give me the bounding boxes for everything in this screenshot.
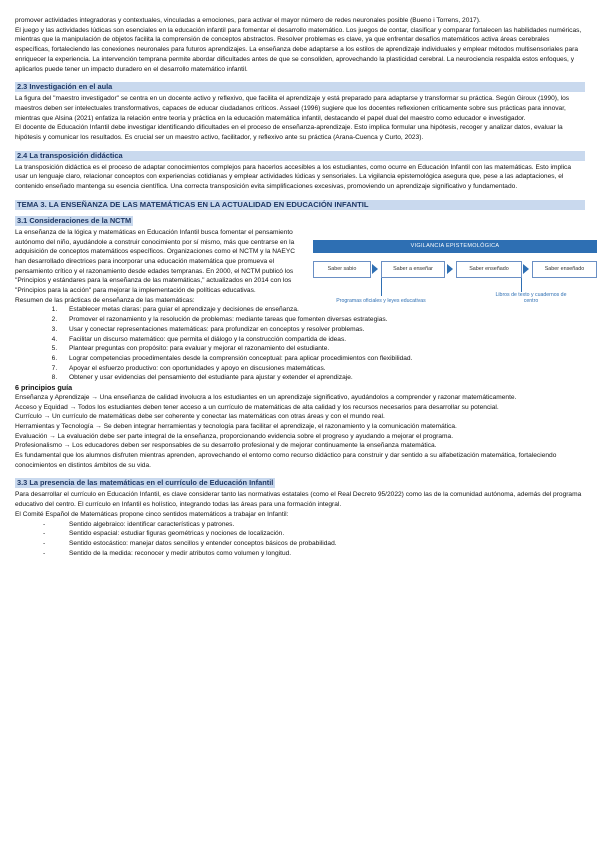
arrow-icon: [523, 264, 529, 274]
heading-3-1: 3.1 Consideraciones de la NCTM: [17, 215, 132, 225]
senses-list: [15, 520, 585, 559]
list-item: - Sentido espacial: estudiar figuras geométricas y nociones de localización.: [59, 529, 585, 539]
list-item: 6. Lograr competencias procedimentales desde la comprensión conceptual: para aplicar procedimientos con flexibilidad.: [59, 354, 585, 364]
paragraph-neuro-intro: promover actividades integradoras y contextuales, vinculadas a emociones, para activar el mayor número de redes neuronales posible (Bueno i Torrens, 2017).: [15, 17, 481, 24]
paragraph-investigate-steps: El docente de Educación Infantil debe investigar identificando dificultades en el proceso de enseñanza-aprendizaje. Esto implica formular una hipótesis, recoger y analizar datos, evaluar la hipótesis y comunicar los resultados. Es crucial ser un maestro activo, facilitador, y reflexivo ante su práctica (Arana-Cuenca y Curto, 2023).: [15, 124, 563, 142]
list-item: 5. Plantear preguntas con propósito: para evaluar y mejorar el razonamiento del estudiante.: [59, 344, 585, 354]
heading-2-4: 2.4 La transposición didáctica: [15, 151, 585, 161]
diagram-box-saber-sabio: Saber sabio: [313, 261, 371, 278]
heading-tema-3: TEMA 3. LA ENSEÑANZA DE LAS MATEMÁTICAS EN LA ACTUALIDAD EN EDUCACIÓN INFANTIL: [15, 200, 585, 210]
list-item: 3. Usar y conectar representaciones matemáticas: para profundizar en conceptos y resolver problemas.: [59, 325, 585, 335]
connector-line: [381, 278, 382, 296]
diagram-note-official: Programas oficiales y leyes educativas: [336, 297, 426, 304]
diagram-box-saber-ensenar: Saber a enseñar: [381, 261, 445, 278]
diagram-box-saber-ensenado: Saber enseñado: [456, 261, 522, 278]
connector-line: [521, 278, 522, 292]
list-item: 2. Promover el razonamiento y la resolución de problemas: mediante tareas que fomenten diversas estrategias.: [59, 315, 585, 325]
principle-item: Enseñanza y Aprendizaje → Una enseñanza de calidad involucra a los estudiantes en un aprendizaje significativo, ayudándolos a comprender y razonar matemáticamente.: [15, 393, 517, 401]
paragraph-curriculum: Para desarrollar el currículo en Educación Infantil, es clave considerar tanto las normativas estatales (como el Real Decreto 95/2022) como las de la comunidad autónoma, además del programa educativo del centro. El currículo en Infantil es holístico, integrando todas las áreas para una formación integral.: [15, 491, 582, 509]
paragraph-nctm: La enseñanza de la lógica y matemáticas en Educación Infantil busca fomentar el pensamiento autónomo del niño, ayudándole a construir conocimiento por sí mismo, más que centrarse en la adquisición de conceptos matemáticos específicos. Organizaciones como el NCTM y la NAEYC han desarrollado directrices para incorporar una educación matemática que promueva el pensamiento crítico y el razonamiento desde edades tempranas. En 2000, el NCTM publicó los "Principios y estándares para la enseñanza de las matemáticas," actualizados en 2014 con los "Principios para la acción" para mejorar la implementación de políticas educativas.: [15, 228, 295, 295]
paragraph-committee: El Comité Español de Matemáticas propone cinco sentidos matemáticos a trabajar en Infantil:: [15, 510, 289, 518]
paragraph-closing: Es fundamental que los alumnos disfruten mientras aprenden, aprovechando el entorno como recurso didáctico para construir y dar sentido a su alfabetización matemática, fortaleciendo conocimientos en distintos ámbitos de su vida.: [15, 452, 557, 469]
diagram-note-textbooks: Libros de texto y cuadernos de centro: [495, 291, 567, 305]
diagram-box-saber-ensenado-final: Saber enseñado: [532, 261, 597, 278]
list-item: - Sentido algebraico: identificar características y patrones.: [59, 520, 585, 530]
diagram-title: VIGILANCIA EPISTEMOLÓGICA: [313, 240, 597, 253]
list-item: 8. Obtener y usar evidencias del pensamiento del estudiante para ajustar y extender el aprendizaje.: [59, 373, 585, 383]
list-item: 4. Facilitar un discurso matemático: que permita el diálogo y la construcción compartida de ideas.: [59, 335, 585, 345]
paragraph-transposition: La transposición didáctica es el proceso de adaptar conocimientos complejos para hacerlos accesibles a los estudiantes, como ocurre en Educación Infantil con las matemáticas. Esto implica usar un lenguaje claro, relacionar conceptos con experiencias cotidianas y emplear actividades lúdicas y sensoriales. La vigilancia epistemológica asegura que, pese a las adaptaciones, el contenido enseñado mantenga su esencia científica. Una correcta transposición evita simplificaciones excesivas, promoviendo un aprendizaje significativo y fundamentado.: [15, 163, 571, 191]
list-item: - Sentido estocástico: manejar datos sencillos y entender conceptos básicos de probabilidad.: [59, 539, 585, 549]
principle-item: Currículo → Un currículo de matemáticas debe ser coherente y conectar las matemáticas con otras áreas y con el mundo real.: [15, 413, 385, 421]
principle-item: Herramientas y Tecnología → Se deben integrar herramientas y tecnología para facilitar el aprendizaje, el razonamiento y la comunicación matemática.: [15, 422, 457, 430]
paragraph-play: El juego y las actividades lúdicas son esenciales en la educación infantil para fomentar el desarrollo matemático. Los juegos de contar, clasificar y comparar fortalecen las habilidades numéricas, mientras que la manipulación de objetos facilita la comprensión de conceptos abstractos. Resolver problemas es clave, ya que enfrentar desafíos matemáticos activa áreas cerebrales específicas, fortaleciendo las conexiones neuronales para futuros aprendizajes. La enseñanza debe adaptarse a los estilos de aprendizaje individuales y emplear métodos multisensoriales para enriquecer la experiencia. La intervención temprana permite abordar dificultades antes de que se consoliden, aprovechando la plasticidad cerebral. La neurociencia respalda estos enfoques, y aplicarlos puede tener un impacto duradero en el desarrollo matemático infantil.: [15, 26, 582, 73]
list-item: 1. Establecer metas claras: para guiar el aprendizaje y decisiones de enseñanza.: [59, 305, 585, 315]
principle-item: Profesionalismo → Los educadores deben ser responsables de su desarrollo profesional y de mejorar continuamente la enseñanza matemática.: [15, 442, 437, 450]
practices-intro: Resumen de las prácticas de enseñanza de las matemáticas:: [15, 296, 195, 304]
list-item: 7. Apoyar el esfuerzo productivo: con oportunidades y apoyo en discusiones matemáticas.: [59, 364, 585, 374]
arrow-icon: [447, 264, 453, 274]
list-item: - Sentido de la medida: reconocer y medir atributos como volumen y longitud.: [59, 549, 585, 559]
heading-3-3: 3.3 La presencia de las matemáticas en el currículo de Educación Infantil: [17, 478, 274, 488]
paragraph-investigator: La figura del "maestro investigador" se centra en un docente activo y reflexivo, que facilita el aprendizaje y está preparado para adaptarse y transformar su práctica. Según Giroux (1990), los maestros deben ser intelectuales transformativos, capaces de educar ciudadanos críticos. Assael (1996) sugiere que los docentes reflexionen críticamente sobre sus prácticas para innovar, mientras que Alsina (2021) enfatiza la relación entre teoría y práctica en la educación matemática infantil, destacando el papel dual del maestro como educador e investigador.: [15, 95, 570, 122]
heading-2-3: 2.3 Investigación en el aula: [15, 82, 585, 92]
principle-item: Acceso y Equidad → Todos los estudiantes deben tener acceso a un currículo de matemáticas de alta calidad y los recursos necesarios para desarrollar su potencial.: [15, 403, 499, 411]
heading-principles: 6 principios guía: [15, 383, 73, 393]
arrow-icon: [372, 264, 378, 274]
epistemological-vigilance-diagram: [311, 240, 599, 328]
principle-item: Evaluación → La evaluación debe ser parte integral de la enseñanza, proporcionando evidencia sobre el progreso y ayudando a mejorar el programa.: [15, 432, 454, 440]
